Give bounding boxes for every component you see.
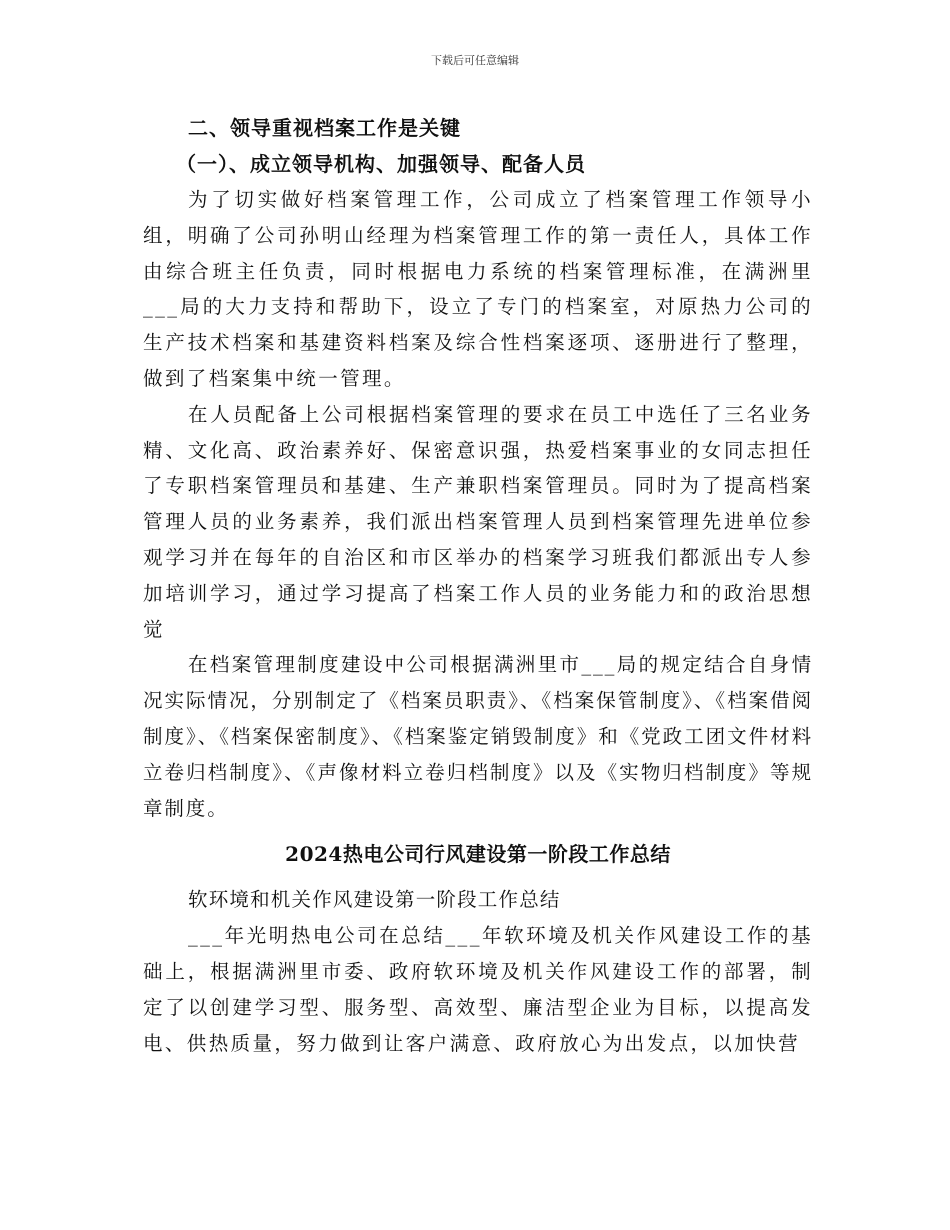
section-subheading: （一）、成立领导机构、加强领导、配备人员 xyxy=(176,152,586,176)
page-header-note: 下载后可任意编辑 xyxy=(431,54,519,67)
document-body xyxy=(143,110,813,1062)
section-heading: 二、领导重视档案工作是关键 xyxy=(188,116,461,140)
document-subtitle: 软环境和机关作风建设第一阶段工作总结 xyxy=(188,888,561,912)
paragraph-leadership-group: 为了切实做好档案管理工作，公司成立了档案管理工作领导小组，明确了公司孙明山经理为档案管理工作的第一责任人，具体工作由综合班主任负责，同时根据电力系统的档案管理标准，在满洲里___局的大力支持和帮助下，设立了专门的档案室，对原热力公司的生产技术档案和基建资料档案及综合性档案逐项、逐册进行了整理，做到了档案集中统一管理。 xyxy=(143,188,813,390)
paragraph-summary-intro: ___年光明热电公司在总结___年软环境及机关作风建设工作的基础上，根据满洲里市委、政府软环境及机关作风建设工作的部署，制定了以创建学习型、服务型、高效型、廉洁型企业为目标，以提高发电、供热质量，努力做到让客户满意、政府放心为出发点，以加快营 xyxy=(143,924,813,1055)
paragraph-staffing: 在人员配备上公司根据档案管理的要求在员工中选任了三名业务精、文化高、政治素养好、保密意识强，热爱档案事业的女同志担任了专职档案管理员和基建、生产兼职档案管理员。同时为了提高档案管理人员的业务素养，我们派出档案管理人员到档案管理先进单位参观学习并在每年的自治区和市区举办的档案学习班我们都派出专人参加培训学习，通过学习提高了档案工作人员的业务能力和的政治思想觉 xyxy=(143,402,813,641)
document-title: 2024热电公司行风建设第一阶段工作总结 xyxy=(285,842,671,867)
paragraph-regulations: 在档案管理制度建设中公司根据满洲里市___局的规定结合自身情况实际情况，分别制定了《档案员职责》、《档案保管制度》、《档案借阅制度》、《档案保密制度》、《档案鉴定销毁制度》和《党政工团文件材料立卷归档制度》、《声像材料立卷归档制度》以及《实物归档制度》等规章制度。 xyxy=(143,653,813,820)
